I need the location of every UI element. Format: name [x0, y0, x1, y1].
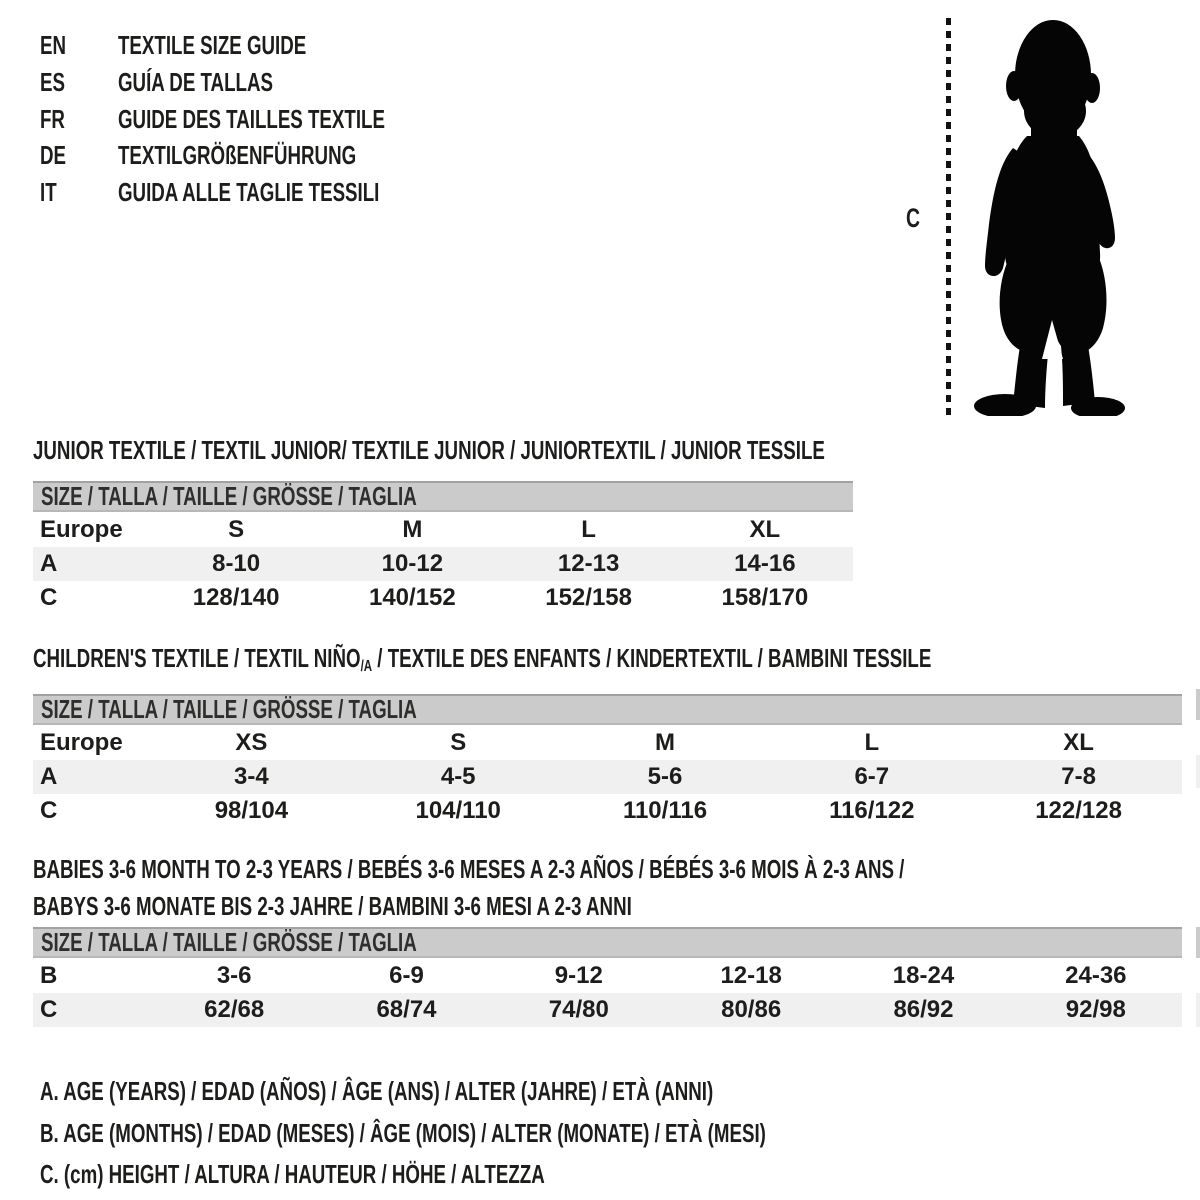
language-title-block [40, 27, 489, 211]
table-cell: 86/92 [837, 993, 1009, 1027]
cropped-table-sliver [1196, 927, 1200, 958]
row-label: A [33, 547, 148, 581]
table-cell: XS [235, 729, 268, 756]
height-measure-label: C [906, 203, 921, 233]
table-cell: 122/128 [1035, 797, 1122, 824]
table-row [33, 959, 1182, 993]
babies-size-header-bar: SIZE / TALLA / TAILLE / GRÖSSE / TAGLIA [33, 927, 1182, 958]
table-cell: 116/122 [829, 797, 915, 824]
table-cell: 3-6 [216, 962, 252, 989]
table-cell: 74/80 [493, 993, 665, 1027]
table-cell: M [402, 516, 423, 543]
table-cell: M [654, 729, 675, 756]
children-heading-text: CHILDREN'S TEXTILE / TEXTIL NIÑO [33, 643, 361, 673]
language-code: IT [40, 177, 57, 208]
table-cell: 80/86 [665, 993, 837, 1027]
junior-textile-section [33, 437, 853, 615]
table-cell: 140/152 [368, 584, 456, 611]
legend-line-c: C. (cm) HEIGHT / ALTURA / HAUTEUR / HÖHE / ALTEZZA [40, 1159, 545, 1189]
table-cell: L [581, 516, 596, 543]
cropped-table-sliver [1196, 689, 1200, 720]
table-row [33, 513, 853, 547]
language-row [40, 174, 489, 211]
table-cell: 104/110 [415, 797, 501, 824]
height-measure-line [946, 18, 951, 416]
table-cell: 128/140 [192, 584, 280, 611]
table-cell: 4-5 [355, 760, 562, 794]
toddler-silhouette-icon [965, 18, 1135, 416]
babies-textile-section [33, 851, 1182, 1027]
language-row [40, 27, 489, 64]
table-row [33, 581, 853, 615]
cropped-table-sliver [1196, 755, 1200, 788]
table-row [33, 794, 1182, 828]
table-row [33, 760, 1182, 794]
table-cell: S [228, 516, 245, 543]
table-cell: 92/98 [1010, 993, 1182, 1027]
table-cell: 10-12 [324, 547, 500, 581]
row-label: Europe [40, 729, 123, 756]
table-cell: 18-24 [892, 962, 955, 989]
junior-size-header-bar: SIZE / TALLA / TAILLE / GRÖSSE / TAGLIA [33, 481, 853, 512]
table-cell: 110/116 [622, 797, 708, 824]
table-cell: 12-18 [720, 962, 782, 989]
children-textile-section [33, 645, 1182, 828]
babies-heading [33, 851, 1182, 925]
row-label: C [33, 993, 148, 1027]
table-cell: 3-4 [148, 760, 355, 794]
table-cell: 8-10 [148, 547, 324, 581]
language-code: DE [40, 140, 67, 171]
language-code: ES [40, 66, 65, 97]
children-heading-text: / TEXTILE DES ENFANTS / KINDERTEXTIL / BAMBINI TESSILE [372, 643, 932, 673]
table-row [33, 547, 853, 581]
table-cell: 152/158 [545, 584, 632, 611]
language-code: FR [40, 103, 65, 134]
children-size-header-bar: SIZE / TALLA / TAILLE / GRÖSSE / TAGLIA [33, 694, 1182, 725]
legend [40, 1071, 1048, 1196]
table-cell: XL [749, 516, 781, 543]
children-size-table [33, 726, 1182, 828]
legend-line-b: B. AGE (MONTHS) / EDAD (MESES) / ÂGE (MOIS) / ALTER (MONATE) / ETÀ (MESI) [40, 1117, 766, 1148]
children-heading [33, 645, 1182, 676]
language-row [40, 101, 489, 138]
guide-title: TEXTILGRÖßENFÜHRUNG [118, 140, 357, 171]
table-cell: 12-13 [501, 547, 677, 581]
table-cell: 9-12 [554, 962, 603, 989]
table-cell: S [450, 729, 467, 756]
language-row [40, 137, 489, 174]
table-cell: 6-9 [389, 962, 424, 989]
babies-size-table [33, 959, 1182, 1027]
row-label: B [40, 962, 58, 989]
table-cell: L [864, 729, 880, 756]
guide-title: TEXTILE SIZE GUIDE [118, 30, 307, 60]
table-cell: 14-16 [677, 547, 853, 581]
guide-title: GUIDE DES TAILLES TEXTILE [118, 103, 385, 134]
babies-heading-line1: BABIES 3-6 MONTH TO 2-3 YEARS / BEBÉS 3-6 MESES A 2-3 AÑOS / BÉBÉS 3-6 MOIS À 2-3 ANS / [33, 854, 905, 884]
row-label: Europe [40, 516, 123, 543]
babies-heading-line2: BABYS 3-6 MONATE BIS 2-3 JAHRE / BAMBINI 3-6 MESI A 2-3 ANNI [33, 891, 632, 921]
table-row [33, 726, 1182, 760]
row-label: A [33, 760, 148, 794]
table-cell: 62/68 [148, 993, 320, 1027]
junior-size-table [33, 513, 853, 615]
table-cell: 98/104 [214, 797, 289, 824]
table-cell: 7-8 [975, 760, 1182, 794]
table-cell: 6-7 [768, 760, 975, 794]
legend-line-a: A. AGE (YEARS) / EDAD (AÑOS) / ÂGE (ANS) / ALTER (JAHRE) / ETÀ (ANNI) [40, 1076, 714, 1106]
language-code: EN [40, 30, 67, 60]
children-heading-subscript: /A [360, 658, 373, 675]
table-cell: XL [1063, 729, 1094, 756]
table-cell: 5-6 [562, 760, 769, 794]
cropped-table-sliver [1196, 993, 1200, 1027]
table-cell: 158/170 [721, 584, 809, 611]
table-cell: 68/74 [320, 993, 492, 1027]
language-row [40, 64, 489, 101]
row-label: C [40, 584, 58, 611]
table-cell: 24-36 [1065, 962, 1127, 989]
table-row [33, 993, 1182, 1027]
junior-heading: JUNIOR TEXTILE / TEXTIL JUNIOR/ TEXTILE JUNIOR / JUNIORTEXTIL / JUNIOR TESSILE [33, 435, 825, 465]
guide-title: GUIDA ALLE TAGLIE TESSILI [118, 177, 380, 208]
guide-title: GUÍA DE TALLAS [118, 66, 273, 97]
row-label: C [40, 797, 58, 824]
